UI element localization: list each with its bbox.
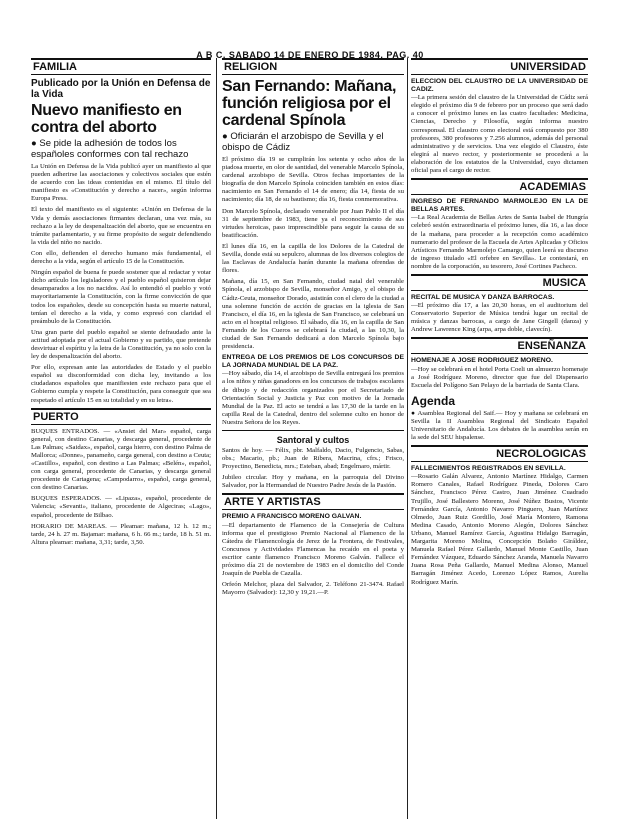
santoral-title: Santoral y cultos — [276, 435, 350, 445]
paragraph: —Hoy se celebrará en el hotel Porta Coeli un almuerzo homenaje a José Rodríguez Moreno, director que fue del Dispensario Escuela del Polígono San Pelayo de la barriada de Santa Clara. — [411, 365, 588, 389]
paragraph: Jubileo circular. Hoy y mañana, en la parroquia del Divino Salvador, por la Hermandad de Nuestro Padre Jesús de la Pasión. — [222, 474, 404, 490]
lead-homenaje: HOMENAJE A JOSE RODRIGUEZ MORENO. — [411, 357, 553, 365]
paragraph: El lunes día 16, en la capilla de los Dolores de la Catedral de Sevilla, donde está su sepulcro, alumnas de los diversos colegios de las Esclavas de Andalucía harán durante la mañana ofrendas de flores. — [222, 242, 404, 275]
paragraph: Ningún español de buena fe puede sostener que al redactar y votar dicho artículo los legisladores y el pueblo español quisieron dejar desamparados a los no nacidos. Así lo entendió el pueblo y votó mayoritariamente la Constitución, con la firme convicción de que todos los españoles, desde su concepción hasta su muerte natural, tenían el derecho a la vida, y como expresó con claridad el preámbulo de la Constitución. — [31, 269, 211, 325]
column-divider — [216, 58, 217, 819]
column-universidad — [411, 58, 588, 819]
column-divider — [407, 58, 408, 819]
divider — [222, 430, 404, 431]
paragraph: —El departamento de Flamenco de la Consejería de Cultura informa que el prestigioso Premio Nacional al Flamenco de la Cátedra de Flamencología de Jerez de la Frontera, de Festivales, Concursos y Actividades Flamencas ha recaído en el poeta y escritor cante flamenco Francisco Moreno Galván. Fallece el próximo día 21 de noviembre de 1983 en el domicilio del Conde Joaquín de Puebla de Cazalla. — [222, 521, 404, 578]
section-musica: MUSICA — [411, 274, 588, 291]
column-religion — [222, 58, 404, 819]
section-universidad: UNIVERSIDAD — [411, 58, 588, 75]
lead-premio: PREMIO A FRANCISCO MORENO GALVAN. — [222, 513, 362, 521]
lead-premios: ENTREGA DE LOS PREMIOS DE LOS CONCURSOS DE LA JORNADA MUNDIAL DE LA PAZ. — [222, 354, 404, 370]
paragraph: —La primera sesión del claustro de la Universidad de Cádiz será elegido el próximo día 9 de febrero por un proceso que será dado a conocer el próximo lunes en las cuatro facultades: Medicina, Ciencias, Derecho y Filosofía, según informa nuestro corresponsal. El claustro como electoral está compuesto por 380 profesores, 380 profesores y 7.256 alumnos, además del personal administrativo y de servicios. Una vez elegido el Claustro, éste elegirá al nuevo rector, y posteriormente se procederá a la elaboración de los estatutos de la Universidad, cuyo dictamen oficial para el cargo de rector. — [411, 94, 588, 175]
paragraph: Orfeón Melchor, plaza del Salvador, 2. Teléfono 21-3474. Rafael Mayorro (Salvador): 12,30 y 19,21.—P. — [222, 581, 404, 597]
paragraph: HORARIO DE MAREAS. — Pleamar: mañana, 12 h. 12 m.; tarde, 24 h. 27 m. Bajamar: mañana, 6 h. 66 m.; tarde, 18 h. 51 m. Altura pleamar: mañana, 3,31; tarde, 3,50. — [31, 522, 211, 546]
column-familia — [31, 58, 211, 819]
paragraph: Por ello, expresan ante las autoridades de Estado y el pueblo español su disconformidad con dicha ley, invitando a los ciudadanos españoles que manifiesten este rechazo para que el Gobierno cumpla y respete la Constitución, para conseguir que sea respetado el artículo 15 en su totalidad y en su letra». — [31, 364, 211, 404]
lead-ingreso: INGRESO DE FERNANDO MARMOLEJO EN LA DE BELLAS ARTES. — [411, 198, 588, 214]
paragraph: —La Real Academia de Bellas Artes de Santa Isabel de Hungría celebró sesión extraordinaria el próximo lunes, día 16, a las doce de la mañana, para proceder a la recepción como académico numerario del profesor de la Escuela de Artes Aplicadas y Oficios Artísticos Fernando Marmolejo Camargo, quien leerá su discurso de ingreso titulado «El orfebre en Sevilla». Le contestará, en nombre de la corporación, su tesorero, José Cortines Pacheco. — [411, 214, 588, 270]
section-necrologicas: NECROLOGICAS — [411, 445, 588, 462]
paragraph: —Rosario Galán Alvarez, Antonio Martínez Hidalgo, Carmen Romero Canales, Rafael Rodríguez Pineda, Dolores Caro Sánchez, Francisco Pérez Castro, Juan Jiménez Cuadrado Trujillo, José Ballestero Moreno, José Núñez Bustos, Vicente Fernández García, Antonio Navarro Pinguero, Juan Martínez Olmedo, Juan Ruiz Gordillo, José María Montero, Ramona Medina Casado, Antonio Moreno Alegón, Dolores Sánchez Urbano, Manuel Ramírez García, Agustina Hidalgo Barragán, Margarita Moreno Molina, Concepción Bolaño Giráldez, Manuela Rafael Pérez Gallardo, Manuel Monte Castillo, Juan Fernández Vázquez, Eduardo Sánchez Aranda, Manuela Navarro Juana Rosa Peña Gallardo, Manuel Medina Alonso, Manuel Barragán Jiménez Acedo, Lorenzo López Ramos, Aurelia Rodríguez Marín. — [411, 473, 588, 586]
paragraph: BUQUES ENTRADOS. — «Ansiet del Mar» español, carga general, con destino Canarias, y descarga general, procedente de Las Palmas; «Saidax», español, carga hierro, con destino Palma de Mallorca; «Donne», panameño, carga general, con destino a Ceuta; «Castillo», español, con destino a Las Palmas; «Belén», español, con carga general, procedente de Canarias, y descarga general procedente de Cartagena; «Campodarro», español, carga general, con destino Canarias. — [31, 427, 211, 492]
kicker: Publicado por la Unión en Defensa de la Vida — [31, 78, 211, 100]
paragraph: El próximo día 19 se cumplirán los setenta y ocho años de la piadosa muerte, en olor de santidad, del venerable Marcelo Spínola, cardenal arzobispo de Sevilla. Otros fechas importantes de la biografía de don Marcelo Spínola coinciden también en estos días: nacimiento en San Fernando el 14 de enero; día 14, fiesta de su nacimiento; día 18, de su bautismo; día 16, fiesta conmemorativa. — [222, 156, 404, 204]
paragraph: La Unión en Defensa de la Vida publicó ayer un manifiesto al que pueden adherirse las asociaciones y colectivos sociales que estén de acuerdo con las ideas contenidas en el mismo. El título del manifiesto es «Constitución y derecho a nacer», según informa Europa Press. — [31, 163, 211, 203]
lead-claustro: ELECCION DEL CLAUSTRO DE LA UNIVERSIDAD DE CADIZ. — [411, 78, 588, 94]
paragraph: ● Asamblea Regional del Saif.— Hoy y mañana se celebrará en Sevilla la II Asamblea Regional del Sindicato Español Universitario de Andalucía. Los debates de la asamblea serán en la sede del SEU hispalense. — [411, 409, 588, 442]
headline-spinola: San Fernando: Mañana, función religiosa por el cardenal Spínola — [222, 78, 397, 129]
section-academias: ACADEMIAS — [411, 178, 588, 195]
deck: ● Oficiarán el arzobispo de Sevilla y el obispo de Cádiz — [222, 131, 384, 153]
paragraph: Con ello, defienden el derecho humano más fundamental, el derecho a la vida, según el artículo 15 de la Constitución. — [31, 249, 211, 266]
headline-aborto: Nuevo manifiesto en contra del aborto — [31, 102, 182, 136]
lead-fallecimientos: FALLECIMIENTOS REGISTRADOS EN SEVILLA. — [411, 465, 566, 473]
paragraph: Don Marcelo Spínola, declarado venerable por Juan Pablo II el día 31 de septiembre de 1983, tiene ya el reconocimiento de sus virtudes heroicas, paso imprescindible para seguir la causa de su beatificación. — [222, 207, 404, 239]
paragraph: El texto del manifiesto es el siguiente: «Unión en Defensa de la Vida y demás asociaciones firmantes declaran, una vez más, su rechazo a la ley de despenalización del aborto, que se encuentra en trámite parlamentario, y su firme propósito de seguir defendiendo la vida del niño no nacido. — [31, 206, 211, 246]
paragraph: Santos de hoy. — Félix, pbr. Malfaldo, Dacio, Fulgencio, Sabas, obs.; Macario, pb.; Juan de Ribera, Macrina, cfrs.; Frisco, Proyectino, Benedicta, mrs.; Esteban, abad; Engelmaro, mártir. — [222, 447, 404, 471]
paragraph: Una gran parte del pueblo español se siente defraudado ante la actitud adoptada por el actual Gobierno y su partido, que pretende desvirtuar el espíritu y la letra de la Constitución, ya no solo con la ley de despenalización del aborto. — [31, 328, 211, 361]
lead-recital: RECITAL DE MUSICA Y DANZA BARROCAS. — [411, 293, 555, 301]
paragraph: —Hoy sábado, día 14, el arzobispo de Sevilla entregará los premios a los niños y niñas ganadores en los concursos de trabajos escolares de dibujo y de redacción organizados por el Secretariado de Orientación Social y Justicia y Paz con motivo de la Jornada Mundial de la Paz. El acto se tendrá a las 17,30 de la tarde en la capilla Real de la Catedral, dentro del solemne culto en honor de Nuestra Señora de los Reyes. — [222, 370, 404, 426]
section-ensenanza: ENSEÑANZA — [411, 337, 588, 354]
section-arte: ARTE Y ARTISTAS — [222, 493, 404, 510]
agenda-title: Agenda — [411, 393, 456, 408]
deck: ● Se pide la adhesión de todos los españoles conformes con tal rechazo — [31, 138, 189, 160]
paragraph: BUQUES ESPERADOS. — «Lipaza», español, procedente de Valencia; «Sevanti», italiano, procedente de Algeciras; «Lago», español, procedente de Bilbao. — [31, 495, 211, 519]
section-puerto: PUERTO — [31, 408, 211, 425]
page-header: A B C. SABADO 14 DE ENERO DE 1984. PAG. 40 — [196, 50, 424, 60]
paragraph: Mañana, día 15, en San Fernando, ciudad natal del venerable Spínola, el arzobispo de Sevilla, monseñor Amigo, y el obispo de Cádiz-Ceuta, monseñor Dorado, asistirán con el clero de la ciudad a una solemne función de acción de gracias en la iglesia de San Francisco, el día 16, en la iglesia de San Francisco, se celebrará un acto en el hospital religioso. El sábado, día 16, en la capilla de San Fernando de los Cueros se celebrará la ciudad, a las 10,30, la ciudad de San Fernando dedicará a don Marcelo Spínola bajo presidencia. — [222, 278, 404, 351]
paragraph: —El próximo día 17, a las 20,30 horas, en el auditorium del Conservatorio Superior de Música tendrá lugar un recital de música y danzas barrocas, a cargo de Jane Gingell (danza) y Andrew Lawrence King (arpa, arpa doble, clavecín). — [411, 302, 588, 334]
section-familia: FAMILIA — [31, 58, 211, 75]
section-religion: RELIGION — [222, 58, 404, 75]
